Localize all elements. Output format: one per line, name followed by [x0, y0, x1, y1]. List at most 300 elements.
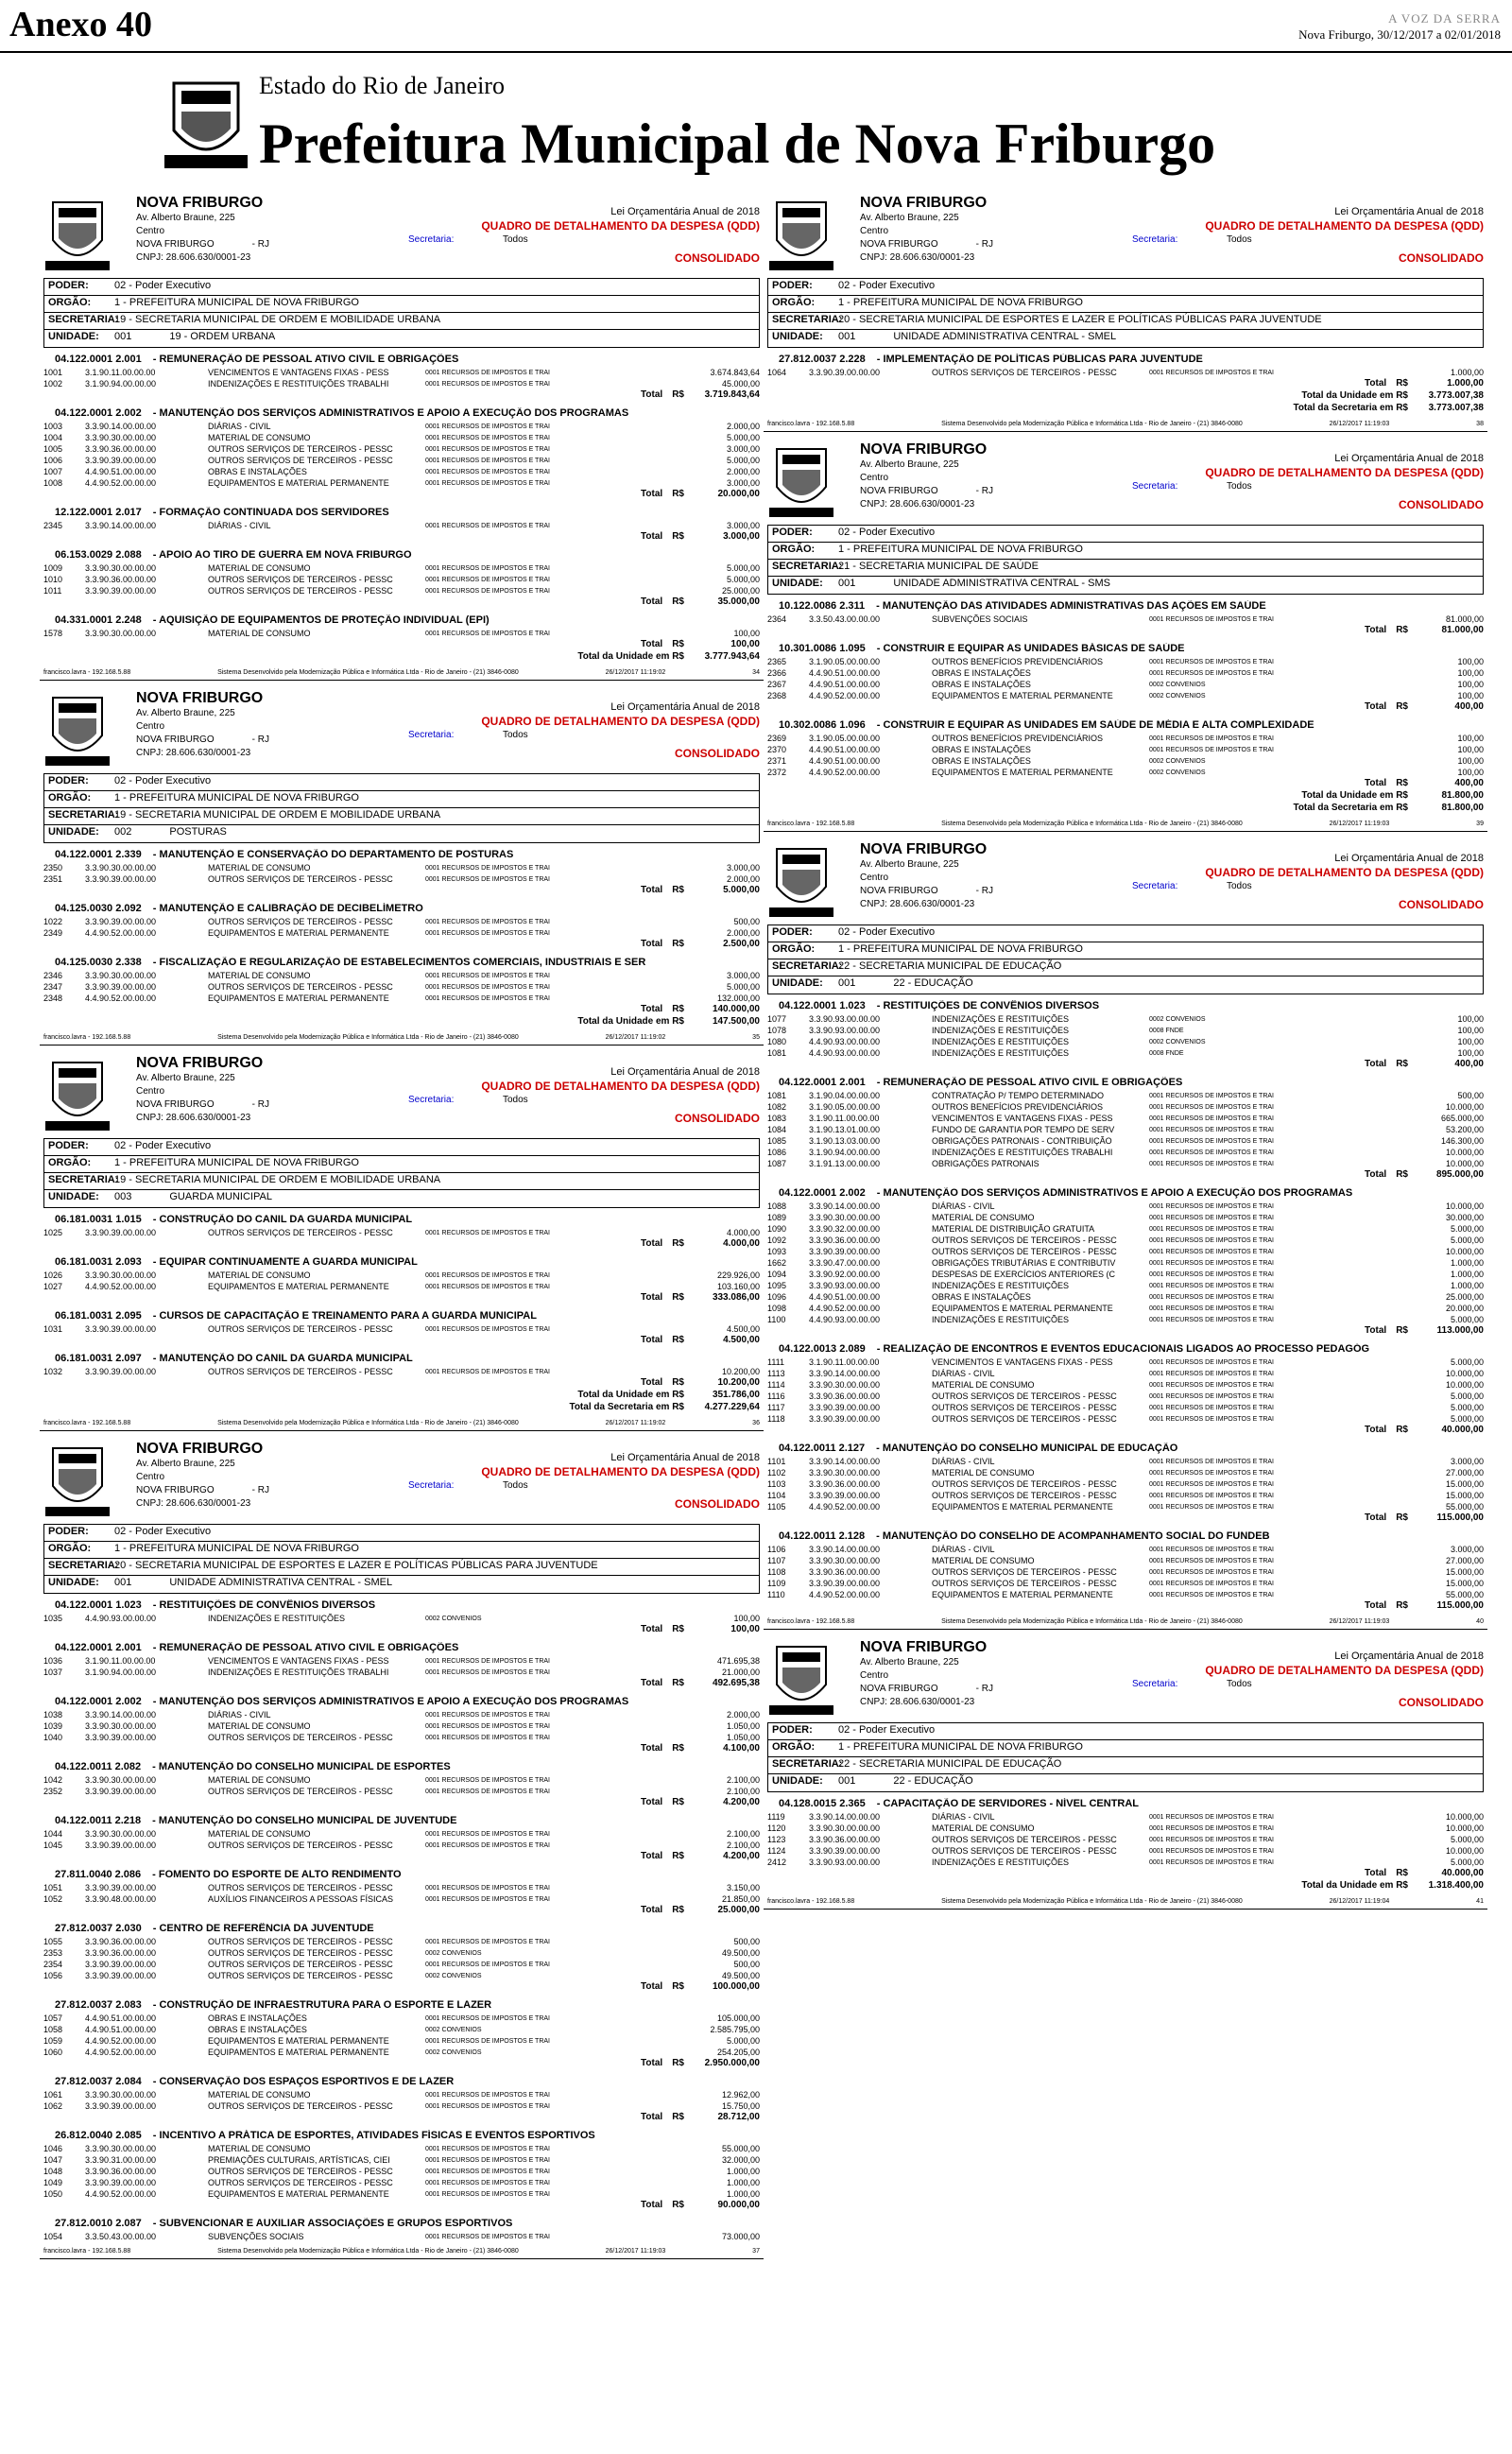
line-description: VENCIMENTOS E VANTAGENS FIXAS - PESS	[208, 368, 389, 377]
line-id: 1078	[767, 1026, 787, 1035]
line-value: 100,00	[1457, 1026, 1484, 1035]
state-uf: - RJ	[251, 1099, 269, 1110]
line-source: 0001 RECURSOS DE IMPOSTOS E TRAI	[425, 1668, 551, 1676]
line-nature: 3.3.90.14.00.00.00	[85, 1710, 157, 1720]
final-total-value: 351.786,00	[712, 1390, 760, 1400]
currency-label: R$	[672, 1335, 684, 1345]
line-id: 1057	[43, 2013, 63, 2023]
qdd-report	[764, 191, 1487, 432]
line-nature: 3.3.90.39.00.00.00	[809, 1403, 881, 1412]
expense-line	[764, 1223, 1487, 1235]
action-group	[40, 903, 764, 951]
expense-line	[764, 1357, 1487, 1368]
line-id: 1093	[767, 1247, 787, 1256]
secretaria-label: SECRETARIA:	[48, 314, 119, 325]
expense-line	[40, 1786, 764, 1797]
line-id: 1107	[767, 1556, 786, 1565]
line-source: 0001 RECURSOS DE IMPOSTOS E TRAI	[1149, 1568, 1275, 1576]
orgao-label: ORGÃO:	[48, 1543, 92, 1554]
line-id: 1095	[767, 1281, 787, 1290]
secretaria-value: 21 - SECRETARIA MUNICIPAL DE SAÚDE	[838, 561, 1039, 572]
secretaria-value: Todos	[1227, 1679, 1252, 1689]
line-nature: 3.3.90.39.00.00.00	[809, 368, 881, 377]
final-total	[40, 1402, 764, 1414]
expense-line	[764, 1314, 1487, 1325]
org-name: NOVA FRIBURGO	[860, 841, 988, 857]
action-group	[764, 1798, 1487, 1880]
line-nature: 3.3.90.39.00.00.00	[85, 2178, 157, 2187]
line-description: OUTROS SERVIÇOS DE TERCEIROS - PESSC	[932, 1403, 1117, 1412]
line-nature: 3.3.90.30.00.00.00	[85, 863, 157, 873]
expense-line	[40, 1270, 764, 1281]
secretaria-value: Todos	[503, 730, 528, 740]
line-description: OUTROS SERVIÇOS DE TERCEIROS - PESSC	[208, 575, 393, 584]
orgao-label: ORGÃO:	[48, 1157, 92, 1168]
qdd-report	[40, 191, 764, 681]
final-total-value: 81.800,00	[1441, 790, 1484, 801]
line-source: 0001 RECURSOS DE IMPOSTOS E TRAI	[425, 983, 551, 991]
expense-line	[40, 421, 764, 432]
total-label: Total	[641, 489, 663, 499]
org-district: Centro	[136, 721, 165, 732]
total-label: Total	[1365, 1059, 1387, 1069]
line-value: 32.000,00	[721, 2155, 760, 2165]
line-description: MATERIAL DE CONSUMO	[208, 1721, 311, 1731]
line-nature: 3.3.90.39.00.00.00	[85, 1733, 157, 1742]
line-id: 2367	[767, 680, 787, 689]
report-header	[40, 1051, 764, 1138]
expense-line	[40, 574, 764, 585]
line-value: 2.000,00	[726, 467, 760, 476]
action-total	[764, 1325, 1487, 1338]
line-description: MATERIAL DE CONSUMO	[208, 1270, 311, 1280]
footer-system: Sistema Desenvolvido pela Modernização Pública e Informática Ltda - Rio de Janeiro - (21) 3846-0080	[941, 1898, 1243, 1905]
action-group	[764, 354, 1487, 390]
report-title: QUADRO DE DETALHAMENTO DA DESPESA (QDD)	[1205, 866, 1484, 879]
unidade-label: UNIDADE:	[48, 826, 99, 838]
consolidado-label: CONSOLIDADO	[675, 747, 760, 760]
line-value: 1.000,00	[726, 2167, 760, 2176]
line-source: 0001 RECURSOS DE IMPOSTOS E TRAI	[1149, 1358, 1275, 1366]
line-id: 1061	[43, 2090, 63, 2100]
line-value: 3.000,00	[726, 863, 760, 873]
unidade-label: UNIDADE:	[48, 1577, 99, 1588]
line-value: 3.000,00	[726, 478, 760, 488]
unidade-code: 003	[114, 1191, 132, 1202]
expense-line	[764, 1589, 1487, 1600]
line-id: 2412	[767, 1858, 787, 1867]
poder-value: 02 - Poder Executivo	[838, 1724, 936, 1736]
line-value: 27.000,00	[1445, 1468, 1484, 1478]
currency-label: R$	[672, 489, 684, 499]
expense-line	[764, 656, 1487, 667]
expense-line	[764, 690, 1487, 701]
org-city	[136, 1484, 269, 1497]
action-title: - FOMENTO DO ESPORTE DE ALTO RENDIMENTO	[152, 1869, 402, 1880]
action-group	[40, 1599, 764, 1636]
consolidado-label: CONSOLIDADO	[675, 251, 760, 265]
line-nature: 4.4.90.51.00.00.00	[809, 745, 881, 754]
action-code: 04.122.0013 2.089	[779, 1343, 866, 1355]
report-footer	[764, 815, 1487, 832]
currency-label: R$	[1396, 1169, 1408, 1180]
expense-line	[764, 367, 1487, 378]
line-description: INDENIZAÇÕES E RESTITUIÇÕES	[932, 1048, 1070, 1058]
expense-line	[40, 1774, 764, 1786]
expense-line	[764, 1501, 1487, 1512]
line-source: 0002 CONVÊNIOS	[425, 1615, 482, 1622]
org-city	[860, 885, 993, 898]
line-value: 2.100,00	[726, 1829, 760, 1839]
org-block	[860, 841, 993, 911]
currency-label: R$	[672, 1238, 684, 1249]
line-id: 1036	[43, 1656, 63, 1666]
line-description: OBRAS E INSTALAÇÕES	[932, 745, 1031, 754]
unidade-label: UNIDADE:	[48, 1191, 99, 1202]
line-value: 103.160,00	[716, 1282, 760, 1291]
final-total-value: 4.277.229,64	[704, 1402, 760, 1412]
line-description: OUTROS SERVIÇOS DE TERCEIROS - PESSC	[208, 1960, 393, 1969]
line-id: 2354	[43, 1960, 63, 1969]
expense-line	[764, 733, 1487, 744]
budget-law: Lei Orçamentária Anual de 2018	[1334, 206, 1484, 217]
line-source: 0002 CONVÊNIOS	[1149, 681, 1206, 688]
line-value: 21.850,00	[721, 1894, 760, 1904]
budget-law: Lei Orçamentária Anual de 2018	[610, 1066, 760, 1078]
org-box	[43, 773, 760, 843]
unidade-name: 22 - EDUCAÇÃO	[893, 1775, 973, 1787]
footer-page: 41	[1476, 1898, 1484, 1905]
line-value: 10.000,00	[1445, 1369, 1484, 1378]
total-label: Total	[1365, 625, 1387, 635]
line-description: OBRAS E INSTALAÇÕES	[932, 680, 1031, 689]
line-source: 0001 RECURSOS DE IMPOSTOS E TRAI	[425, 929, 551, 937]
line-nature: 3.1.90.13.03.00.00	[809, 1136, 881, 1146]
expense-line	[764, 679, 1487, 690]
footer-system: Sistema Desenvolvido pela Modernização Pública e Informática Ltda - Rio de Janeiro - (21) 3846-0080	[941, 421, 1243, 427]
orgao-row	[44, 791, 759, 808]
line-value: 471.695,38	[716, 1656, 760, 1666]
total-value: 40.000,00	[1441, 1425, 1484, 1435]
state-uf: - RJ	[975, 239, 993, 250]
currency-label: R$	[672, 2200, 684, 2210]
footer-timestamp: 26/12/2017 11:19:03	[1329, 821, 1390, 827]
org-address: Av. Alberto Braune, 225	[136, 1073, 235, 1083]
org-city	[860, 1683, 993, 1696]
line-id: 1080	[767, 1037, 787, 1046]
action-title: - REMUNERAÇÃO DE PESSOAL ATIVO CIVIL E OBRIGAÇÕES	[876, 1077, 1183, 1088]
line-source: 0001 RECURSOS DE IMPOSTOS E TRAI	[1149, 1381, 1275, 1389]
total-value: 25.000,00	[717, 1905, 760, 1915]
line-source: 0001 RECURSOS DE IMPOSTOS E TRAI	[425, 1368, 551, 1375]
line-source: 0002 CONVÊNIOS	[1149, 769, 1206, 776]
total-value: 90.000,00	[717, 2200, 760, 2210]
expense-line	[764, 1113, 1487, 1124]
expense-line	[40, 628, 764, 639]
final-total	[40, 1016, 764, 1028]
line-id: 1027	[43, 1282, 63, 1291]
line-source: 0002 CONVÊNIOS	[425, 1949, 482, 1957]
line-value: 5.000,00	[726, 456, 760, 465]
action-total	[40, 596, 764, 609]
expense-line	[764, 1566, 1487, 1578]
action-title: - CONSTRUÇÃO DO CANIL DA GUARDA MUNICIPAL	[152, 1214, 413, 1225]
line-source: 0002 CONVÊNIOS	[425, 2048, 482, 2056]
expense-line	[40, 2100, 764, 2112]
line-nature: 3.3.90.36.00.00.00	[809, 1479, 881, 1489]
line-id: 1035	[43, 1614, 63, 1623]
line-id: 1049	[43, 2178, 63, 2187]
action-code: 04.125.0030 2.092	[55, 903, 142, 914]
total-value: 2.500,00	[723, 939, 760, 949]
currency-label: R$	[672, 2058, 684, 2068]
line-id: 1084	[767, 1125, 787, 1134]
line-description: MATERIAL DE CONSUMO	[208, 563, 311, 573]
line-nature: 3.3.90.30.00.00.00	[85, 563, 157, 573]
line-id: 1106	[767, 1545, 786, 1554]
line-description: MATERIAL DE CONSUMO	[208, 863, 311, 873]
coat-of-arms-icon	[767, 843, 835, 923]
currency-label: R$	[672, 885, 684, 895]
line-id: 1083	[767, 1114, 787, 1123]
line-value: 665.000,00	[1440, 1114, 1484, 1123]
line-description: OUTROS SERVIÇOS DE TERCEIROS - PESSC	[208, 1787, 393, 1796]
total-value: 4.100,00	[723, 1743, 760, 1754]
total-label: Total	[641, 531, 663, 542]
poder-label: PODER:	[48, 280, 89, 291]
orgao-label: ORGÃO:	[772, 1741, 816, 1753]
line-value: 5.000,00	[726, 575, 760, 584]
line-description: MATERIAL DE CONSUMO	[208, 2090, 311, 2100]
line-value: 100,00	[1457, 745, 1484, 754]
line-nature: 3.3.90.47.00.00.00	[809, 1258, 881, 1268]
line-id: 1086	[767, 1148, 787, 1157]
currency-label: R$	[672, 1678, 684, 1688]
line-id: 1114	[767, 1380, 785, 1390]
expense-line	[40, 1709, 764, 1720]
currency-label: R$	[672, 1624, 684, 1634]
line-value: 5.000,00	[1450, 1315, 1484, 1324]
expense-line	[40, 2013, 764, 2024]
line-id: 1124	[767, 1846, 786, 1856]
org-city	[136, 1098, 269, 1112]
action-group	[40, 2218, 764, 2242]
secretaria-value: Todos	[1227, 881, 1252, 891]
line-value: 15.000,00	[1445, 1579, 1484, 1588]
unidade-name: UNIDADE ADMINISTRATIVA CENTRAL - SMS	[893, 578, 1110, 589]
footer-system: Sistema Desenvolvido pela Modernização Pública e Informática Ltda - Rio de Janeiro - (21) 3846-0080	[217, 1420, 519, 1426]
right-column	[764, 191, 1487, 2450]
action-header	[764, 719, 1487, 733]
unidade-row	[44, 1576, 759, 1593]
expense-line	[40, 1970, 764, 1981]
line-id: 1047	[43, 2155, 63, 2165]
action-header	[40, 1599, 764, 1613]
total-label: Total	[641, 1377, 663, 1388]
total-label: Total	[1365, 1512, 1387, 1523]
line-value: 5.000,00	[1450, 1414, 1484, 1424]
secretaria-row	[768, 959, 1483, 976]
line-id: 1022	[43, 917, 63, 926]
action-header	[764, 600, 1487, 614]
orgao-row	[768, 296, 1483, 313]
action-header	[764, 354, 1487, 367]
org-box	[767, 1722, 1484, 1792]
line-id: 1011	[43, 586, 62, 596]
secretaria-label: Secretaria:	[1132, 234, 1178, 245]
unidade-row	[768, 330, 1483, 347]
total-value: 113.000,00	[1436, 1325, 1484, 1336]
action-total	[40, 939, 764, 951]
line-value: 3.000,00	[726, 521, 760, 530]
line-id: 1005	[43, 444, 63, 454]
line-description: OUTROS SERVIÇOS DE TERCEIROS - PESSC	[208, 917, 393, 926]
total-value: 2.950.000,00	[704, 2058, 760, 2068]
line-nature: 3.1.90.13.01.00.00	[809, 1125, 881, 1134]
action-header	[40, 1869, 764, 1882]
action-title: - RESTITUIÇÕES DE CONVÊNIOS DIVERSOS	[876, 1000, 1100, 1011]
line-description: DIÁRIAS - CIVIL	[932, 1545, 995, 1554]
line-source: 0001 RECURSOS DE IMPOSTOS E TRAI	[425, 434, 551, 441]
line-source: 0001 RECURSOS DE IMPOSTOS E TRAI	[425, 2233, 551, 2240]
footer-system: Sistema Desenvolvido pela Modernização Pública e Informática Ltda - Rio de Janeiro - (21) 3846-0080	[217, 669, 519, 676]
line-source: 0001 RECURSOS DE IMPOSTOS E TRAI	[1149, 1836, 1275, 1843]
unidade-label: UNIDADE:	[772, 977, 823, 989]
action-group	[764, 1077, 1487, 1182]
qdd-report	[40, 1051, 764, 1431]
total-value: 20.000,00	[717, 489, 760, 499]
line-nature: 4.4.90.52.00.00.00	[809, 768, 881, 777]
line-id: 1004	[43, 433, 63, 442]
org-cnpj: CNPJ: 28.606.630/0001-23	[860, 899, 975, 909]
line-value: 2.000,00	[726, 1710, 760, 1720]
currency-label: R$	[672, 1377, 684, 1388]
page-header	[0, 0, 1512, 53]
expense-line	[40, 2188, 764, 2200]
line-description: EQUIPAMENTOS E MATERIAL PERMANENTE	[208, 2036, 389, 2046]
line-nature: 3.1.90.11.00.00.00	[809, 1357, 880, 1367]
line-id: 1102	[767, 1468, 786, 1478]
footer-system: Sistema Desenvolvido pela Modernização Pública e Informática Ltda - Rio de Janeiro - (21) 3846-0080	[941, 1618, 1243, 1625]
line-description: INDENIZAÇÕES E RESTITUIÇÕES	[932, 1014, 1070, 1024]
line-source: 0001 RECURSOS DE IMPOSTOS E TRAI	[1149, 1202, 1275, 1210]
total-label: Total	[1365, 378, 1387, 389]
total-value: 115.000,00	[1436, 1600, 1484, 1611]
orgao-value: 1 - PREFEITURA MUNICIPAL DE NOVA FRIBURGO	[838, 297, 1083, 308]
action-header	[764, 1798, 1487, 1811]
line-nature: 3.3.90.39.00.00.00	[85, 1883, 157, 1892]
total-label: Total	[641, 1678, 663, 1688]
line-nature: 3.3.90.39.00.00.00	[85, 456, 157, 465]
line-description: OUTROS SERVIÇOS DE TERCEIROS - PESSC	[208, 1733, 393, 1742]
consolidado-label: CONSOLIDADO	[1399, 498, 1484, 511]
line-value: 2.000,00	[726, 422, 760, 431]
footer-page: 37	[752, 2248, 760, 2255]
line-source: 0001 RECURSOS DE IMPOSTOS E TRAI	[425, 1283, 551, 1290]
line-nature: 3.3.90.39.00.00.00	[809, 1846, 881, 1856]
action-total	[40, 1797, 764, 1809]
orgao-label: ORGÃO:	[772, 544, 816, 555]
action-code: 27.812.0037 2.228	[779, 354, 866, 365]
unidade-name: GUARDA MUNICIPAL	[169, 1191, 272, 1202]
line-id: 1062	[43, 2101, 63, 2111]
total-value: 4.000,00	[723, 1238, 760, 1249]
line-value: 5.000,00	[726, 563, 760, 573]
line-value: 20.000,00	[1445, 1304, 1484, 1313]
line-id: 2370	[767, 745, 787, 754]
expense-line	[764, 667, 1487, 679]
annex-label: Anexo 40	[9, 5, 152, 44]
line-nature: 4.4.90.51.00.00.00	[809, 1292, 881, 1302]
line-source: 0002 CONVÊNIOS	[425, 1972, 482, 1979]
line-nature: 3.3.90.30.00.00.00	[85, 971, 157, 980]
state-uf: - RJ	[251, 734, 269, 745]
expense-line	[40, 367, 764, 378]
line-description: OUTROS SERVIÇOS DE TERCEIROS - PESSC	[932, 1491, 1117, 1500]
total-label: Total	[641, 389, 663, 400]
line-description: INDENIZAÇÕES E RESTITUIÇÕES TRABALHI	[208, 379, 389, 389]
action-code: 06.181.0031 2.095	[55, 1310, 142, 1322]
line-description: OUTROS SERVIÇOS DE TERCEIROS - PESSC	[208, 456, 393, 465]
line-source: 0001 RECURSOS DE IMPOSTOS E TRAI	[1149, 1458, 1275, 1465]
expense-line	[764, 1811, 1487, 1823]
action-code: 04.122.0001 2.339	[55, 849, 142, 860]
action-total	[40, 2112, 764, 2124]
footer-user: francisco.lavra - 192.168.5.88	[767, 1618, 855, 1625]
action-header	[764, 1000, 1487, 1013]
orgao-value: 1 - PREFEITURA MUNICIPAL DE NOVA FRIBURGO	[838, 1741, 1083, 1753]
line-nature: 3.3.90.39.00.00.00	[85, 917, 157, 926]
expense-line	[764, 1025, 1487, 1036]
line-nature: 3.3.90.30.00.00.00	[85, 629, 157, 638]
expense-line	[40, 1959, 764, 1970]
expense-line	[40, 2024, 764, 2035]
line-description: OUTROS SERVIÇOS DE TERCEIROS - PESSC	[208, 2178, 393, 2187]
secretaria-label: SECRETARIA:	[48, 809, 119, 821]
line-source: 0001 RECURSOS DE IMPOSTOS E TRAI	[425, 1734, 551, 1741]
expense-line	[764, 744, 1487, 755]
line-value: 100,00	[1457, 734, 1484, 743]
line-value: 3.000,00	[1450, 1545, 1484, 1554]
action-total	[40, 1851, 764, 1863]
line-nature: 4.4.90.52.00.00.00	[85, 928, 157, 938]
line-value: 10.000,00	[1445, 1247, 1484, 1256]
currency-label: R$	[1396, 1325, 1408, 1336]
line-description: EQUIPAMENTOS E MATERIAL PERMANENTE	[932, 1590, 1113, 1599]
line-description: DIÁRIAS - CIVIL	[932, 1457, 995, 1466]
total-label: Total	[1365, 1425, 1387, 1435]
line-id: 1081	[767, 1048, 787, 1058]
expense-line	[40, 1947, 764, 1959]
action-code: 04.122.0011 2.127	[779, 1443, 866, 1454]
report-header	[40, 191, 764, 278]
orgao-row	[768, 1740, 1483, 1757]
secretaria-label: Secretaria:	[408, 730, 455, 740]
footer-timestamp: 26/12/2017 11:19:02	[605, 669, 666, 676]
line-source: 0001 RECURSOS DE IMPOSTOS E TRAI	[1149, 1214, 1275, 1221]
action-total	[40, 389, 764, 402]
action-code: 04.122.0011 2.218	[55, 1815, 142, 1826]
consolidado-label: CONSOLIDADO	[1399, 1696, 1484, 1709]
line-source: 0001 RECURSOS DE IMPOSTOS E TRAI	[1149, 1503, 1275, 1511]
action-code: 04.125.0030 2.338	[55, 957, 142, 968]
line-source: 0001 RECURSOS DE IMPOSTOS E TRAI	[1149, 1392, 1275, 1400]
line-description: PREMIAÇÕES CULTURAIS, ARTÍSTICAS, CIEI	[208, 2155, 390, 2165]
line-value: 2.585.795,00	[710, 2025, 760, 2034]
secretaria-label: SECRETARIA:	[772, 561, 843, 572]
expense-line	[764, 1303, 1487, 1314]
line-source: 0001 RECURSOS DE IMPOSTOS E TRAI	[425, 2168, 551, 2175]
